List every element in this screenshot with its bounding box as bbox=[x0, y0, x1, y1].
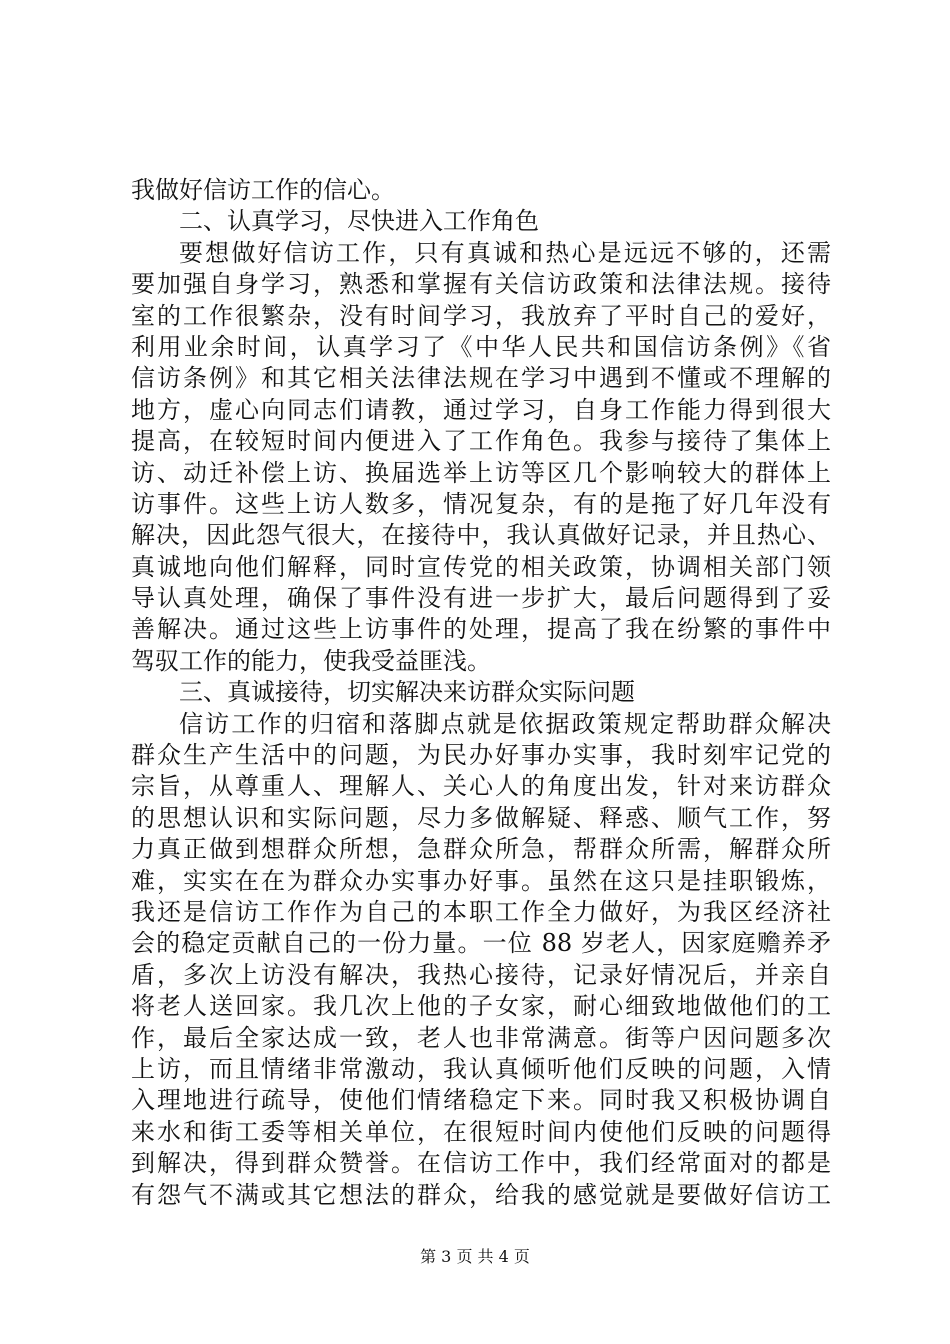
text-line: 导认真处理，确保了事件没有进一步扩大，最后问题得到了妥 bbox=[131, 584, 831, 613]
text-line: 信访条例》和其它相关法律法规在学习中遇到不懂或不理解的 bbox=[131, 364, 831, 393]
text-line: 我还是信访工作作为自己的本职工作全力做好，为我区经济社 bbox=[131, 897, 831, 926]
text-line: 地方，虚心向同志们请教，通过学习，自身工作能力得到很大 bbox=[131, 395, 831, 424]
text-line: 信访工作的归宿和落脚点就是依据政策规定帮助群众解决 bbox=[179, 709, 831, 738]
page-footer: 第 3 页 共 4 页 bbox=[420, 1247, 530, 1266]
text-line: 解决，因此怨气很大，在接待中，我认真做好记录，并且热心、 bbox=[131, 521, 831, 550]
text-line: 室的工作很繁杂，没有时间学习，我放弃了平时自己的爱好， bbox=[131, 301, 831, 330]
text-line: 上访，而且情绪非常激动，我认真倾听他们反映的问题，入情 bbox=[131, 1054, 831, 1083]
text-line: 我做好信访工作的信心。 bbox=[131, 176, 395, 204]
text-line: 二、认真学习，尽快进入工作角色 bbox=[179, 207, 539, 236]
text-line: 有怨气不满或其它想法的群众，给我的感觉就是要做好信访工 bbox=[131, 1180, 831, 1209]
text-line: 将老人送回家。我几次上他的子女家，耐心细致地做他们的工 bbox=[131, 992, 831, 1021]
text-line: 的思想认识和实际问题，尽力多做解疑、释惑、顺气工作，努 bbox=[131, 803, 831, 832]
text-line: 入理地进行疏导，使他们情绪稳定下来。同时我又积极协调自 bbox=[131, 1086, 831, 1115]
text-line: 要想做好信访工作，只有真诚和热心是远远不够的，还需 bbox=[179, 238, 831, 267]
text-line: 善解决。通过这些上访事件的处理，提高了我在纷繁的事件中 bbox=[131, 615, 831, 644]
text-line: 驾驭工作的能力，使我受益匪浅。 bbox=[131, 646, 491, 675]
text-line: 来水和街工委等相关单位，在很短时间内使他们反映的问题得 bbox=[131, 1117, 831, 1146]
text-line: 难，实实在在为群众办实事办好事。虽然在这只是挂职锻炼， bbox=[131, 866, 831, 895]
body-text bbox=[131, 175, 831, 1211]
text-line: 群众生产生活中的问题，为民办好事办实事，我时刻牢记党的 bbox=[131, 741, 831, 770]
text-line: 利用业余时间，认真学习了《中华人民共和国信访条例》《省 bbox=[131, 332, 831, 361]
text-line: 真诚地向他们解释，同时宣传党的相关政策，协调相关部门领 bbox=[131, 552, 831, 581]
text-line: 力真正做到想群众所想，急群众所急，帮群众所需，解群众所 bbox=[131, 835, 831, 864]
text-line: 三、真诚接待，切实解决来访群众实际问题 bbox=[179, 678, 635, 707]
text-line: 盾，多次上访没有解决，我热心接待，记录好情况后，并亲自 bbox=[131, 960, 831, 989]
text-line: 访事件。这些上访人数多，情况复杂，有的是拖了好几年没有 bbox=[131, 489, 831, 518]
text-line: 访、动迁补偿上访、换届选举上访等区几个影响较大的群体上 bbox=[131, 458, 831, 487]
text-line: 提高，在较短时间内便进入了工作角色。我参与接待了集体上 bbox=[131, 427, 831, 456]
text-line: 作，最后全家达成一致，老人也非常满意。街等户因问题多次 bbox=[131, 1023, 831, 1052]
text-line: 要加强自身学习，熟悉和掌握有关信访政策和法律法规。接待 bbox=[131, 270, 831, 299]
text-line: 到解决，得到群众赞誉。在信访工作中，我们经常面对的都是 bbox=[131, 1149, 831, 1178]
text-line: 会的稳定贡献自己的一份力量。一位 88 岁老人，因家庭赡养矛 bbox=[131, 929, 831, 958]
text-line: 宗旨，从尊重人、理解人、关心人的角度出发，针对来访群众 bbox=[131, 772, 831, 801]
